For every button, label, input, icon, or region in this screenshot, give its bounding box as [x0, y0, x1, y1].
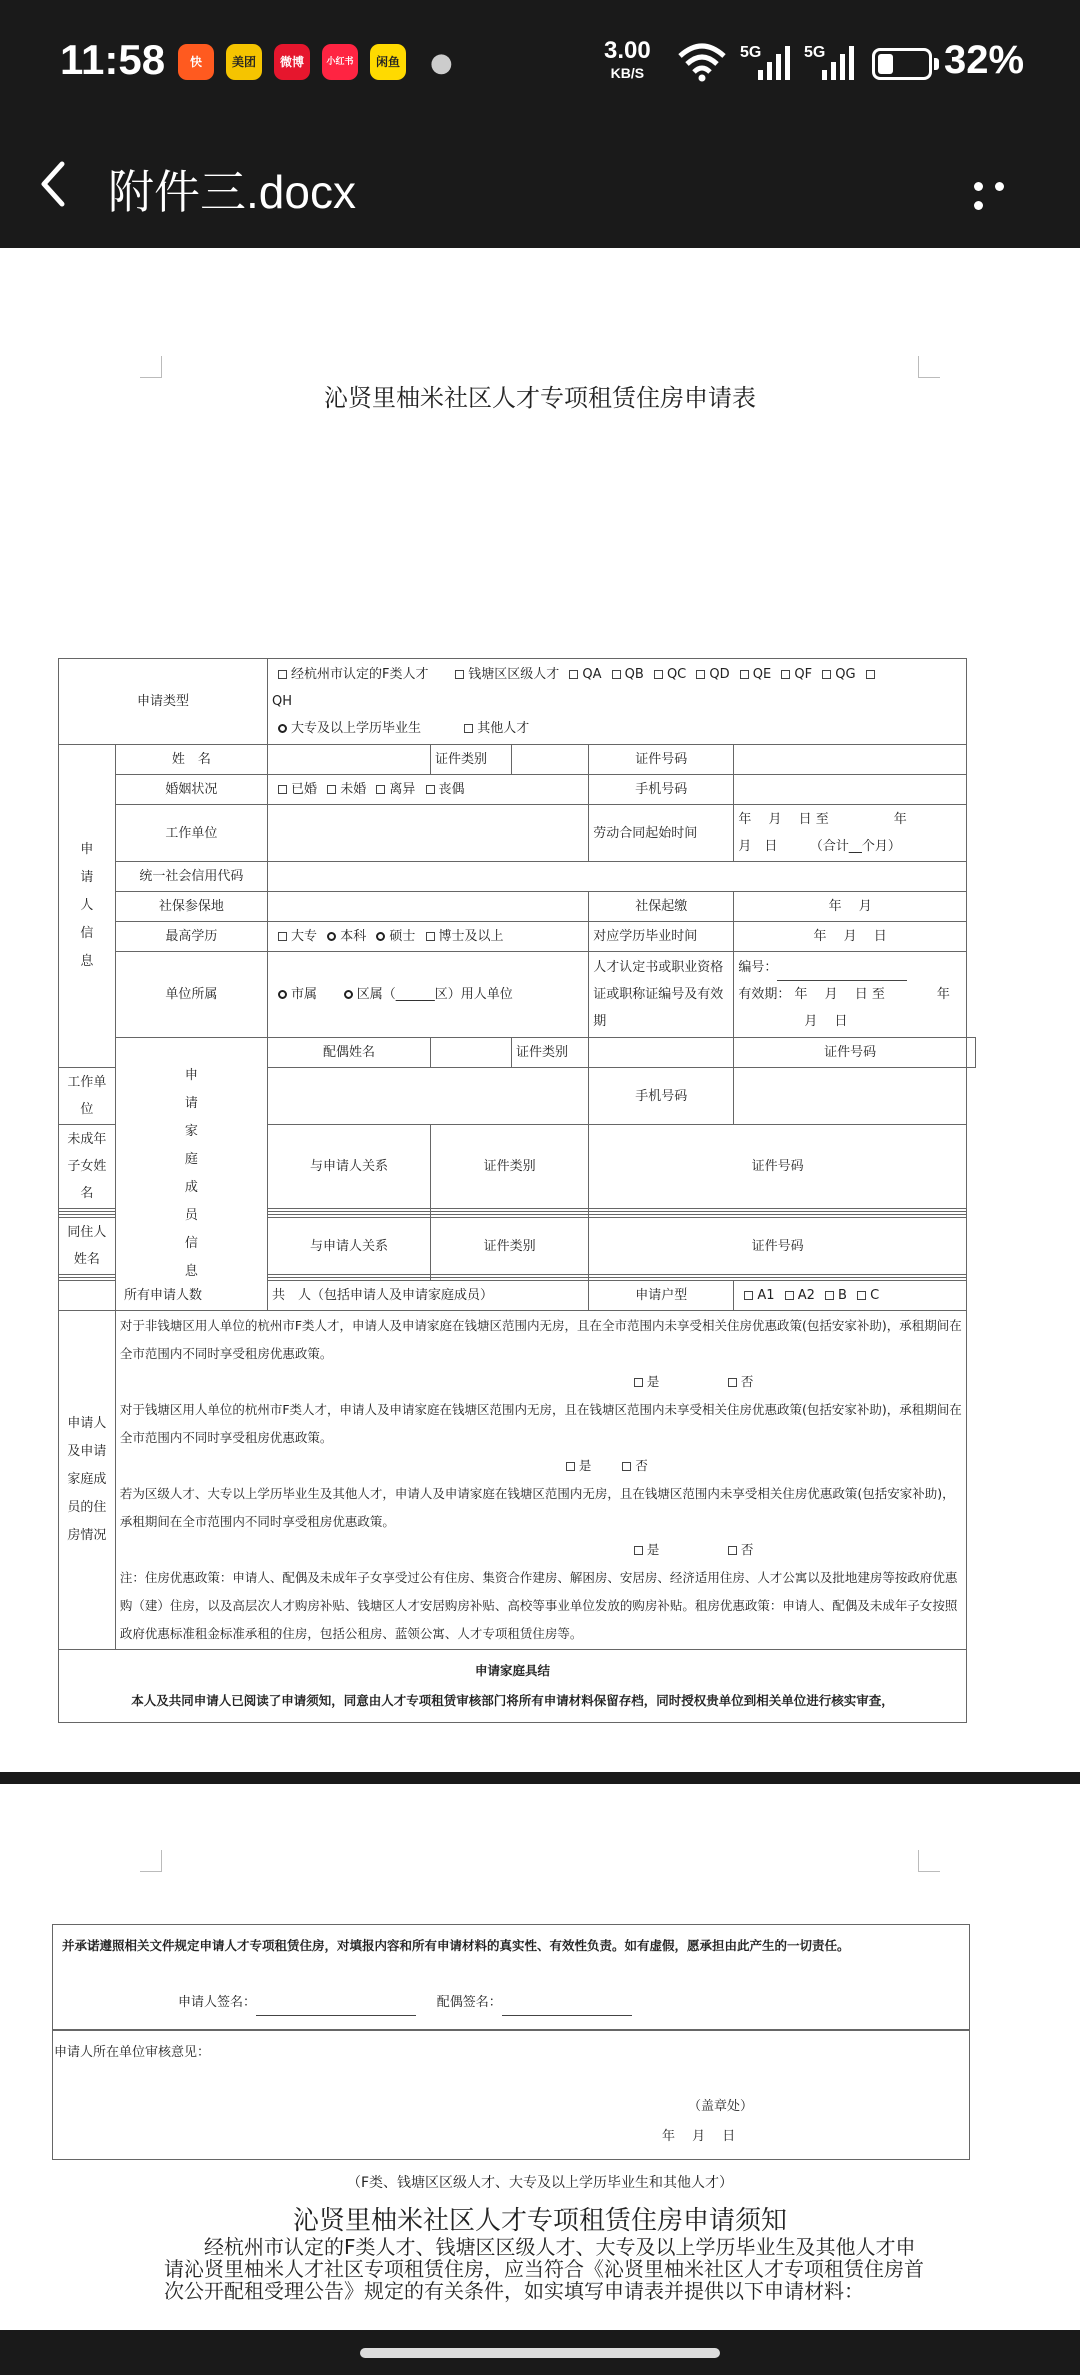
- signal-type-2: 5G: [804, 44, 826, 61]
- clock: 11:58: [60, 36, 166, 83]
- form-title: 沁贤里柚米社区人才专项租赁住房申请表: [324, 384, 756, 412]
- spouse-employer-label: 工作单位: [59, 1068, 116, 1125]
- notice-body: 经杭州市认定的F类人才、钱塘区区级人才、大专及以上学历毕业生及其他人才申请沁贤里柚米人才社区专项租赁住房，应当符合《沁贤里柚米社区人才专项租赁住房首次公开配租受理公告》规定的有关条件，如实填写申请表并提供以下申请材料：: [164, 2236, 924, 2303]
- marital-options: 已婚 未婚 离异 丧偶: [268, 775, 589, 805]
- page-separator: [0, 1772, 1080, 1784]
- radio[interactable]: [278, 724, 287, 733]
- spouse-id-type-field[interactable]: [589, 1038, 734, 1068]
- home-indicator[interactable]: [360, 2348, 720, 2358]
- insurance-place-field[interactable]: [268, 892, 589, 922]
- checkbox[interactable]: [822, 670, 831, 679]
- battery-fill: [878, 54, 893, 74]
- grad-time-label: 对应学历毕业时间: [589, 922, 734, 952]
- phone-field[interactable]: [734, 775, 967, 805]
- battery-percent: 32%: [944, 38, 1025, 82]
- net-speed-value: 3.00: [604, 37, 651, 64]
- checkbox[interactable]: [825, 1291, 834, 1300]
- net-speed-unit: KB/S: [610, 65, 645, 81]
- checkbox[interactable]: [464, 724, 473, 733]
- id-type-field[interactable]: [512, 745, 589, 775]
- employer-label: 工作单位: [115, 805, 267, 862]
- kuaishou-icon: 快: [178, 44, 214, 80]
- xiaohongshu-icon: 小红书: [322, 44, 358, 80]
- phone-label: 手机号码: [589, 775, 734, 805]
- cert-label: 人才认定书或职业资格证或职称证编号及有效期: [589, 952, 734, 1038]
- checkbox[interactable]: [781, 670, 790, 679]
- date-label: 年 月 日: [662, 2129, 736, 2144]
- document-title: 附件三.docx: [108, 166, 356, 218]
- housing-group-label: 申请人及申请家庭成员的住房情况: [59, 1311, 116, 1650]
- name-label: 姓 名: [115, 745, 267, 775]
- checkbox[interactable]: [612, 670, 621, 679]
- checkbox[interactable]: [327, 785, 336, 794]
- id-no-header-2: 证件号码: [589, 1218, 967, 1275]
- checkbox[interactable]: [634, 1378, 643, 1387]
- more-options-icon[interactable]: [974, 176, 1034, 192]
- apply-type-options: 经杭州市认定的F类人才 钱塘区区级人才 QA QB QC QD QE QF QG QH 大专及以上学历毕业生 其他人才: [268, 659, 967, 745]
- xianyu-icon: 闲鱼: [370, 44, 406, 80]
- total-applicants-field[interactable]: 共 人（包括申请人及申请家庭成员）: [268, 1281, 589, 1311]
- spouse-phone-field[interactable]: [734, 1068, 967, 1125]
- status-bar: [0, 0, 1080, 124]
- household-type-label: 申请户型: [589, 1281, 734, 1311]
- signal-bars-icon-2: [820, 44, 858, 82]
- radio[interactable]: [344, 990, 353, 999]
- education-options: 大专 本科 硕士 博士及以上: [268, 922, 589, 952]
- spouse-employer-field[interactable]: [268, 1068, 589, 1125]
- family-group-label: 申 请 家 庭 成 员 信 息: [115, 1038, 267, 1311]
- child-name-header: 未成年子女姓名: [59, 1125, 116, 1209]
- checkbox[interactable]: [728, 1378, 737, 1387]
- credit-code-label: 统一社会信用代码: [115, 862, 267, 892]
- checkbox[interactable]: [278, 932, 287, 941]
- cert-field[interactable]: 编号： 有效期： 年 月 日 至 年 月 日: [734, 952, 967, 1038]
- id-type-label: 证件类别: [430, 745, 511, 775]
- app-bar: [0, 124, 1080, 248]
- checkbox[interactable]: [426, 932, 435, 941]
- seal-label: （盖章处）: [688, 2099, 754, 2114]
- applicant-group-label: 申 请 人 信 息: [59, 745, 116, 1068]
- notice-title: 沁贤里柚米社区人才专项租赁住房申请须知: [292, 2206, 787, 2236]
- household-type-options: A1 A2 B C: [734, 1281, 967, 1311]
- battery-icon: [872, 48, 932, 80]
- weibo-icon: 微博: [274, 44, 310, 80]
- radio[interactable]: [376, 932, 385, 941]
- employer-field[interactable]: [268, 805, 589, 862]
- checkbox[interactable]: [455, 670, 464, 679]
- declaration: 申请家庭具结 本人及共同申请人已阅读了申请须知，同意由人才专项租赁审核部门将所有申请材料保留存档，同时授权贵单位到相关单位进行核实审查，: [59, 1650, 967, 1723]
- cohabit-name-header: 同住人姓名: [59, 1218, 116, 1275]
- wifi-icon: [676, 42, 728, 82]
- checkbox[interactable]: [278, 670, 287, 679]
- checkbox[interactable]: [278, 785, 287, 794]
- unit-belong-label: 单位所属: [115, 952, 267, 1038]
- commitment-text: 并承诺遵照相关文件规定申请人才专项租赁住房，对填报内容和所有申请材料的真实性、有效性负责。如有虚假，愿承担由此产生的一切责任。: [62, 1938, 850, 1953]
- marital-label: 婚姻状况: [115, 775, 267, 805]
- checkbox[interactable]: [740, 670, 749, 679]
- id-no-label: 证件号码: [589, 745, 734, 775]
- spouse-name-label: 配偶姓名: [268, 1038, 431, 1068]
- name-field[interactable]: [268, 745, 431, 775]
- checkbox[interactable]: [566, 1462, 575, 1471]
- checkbox[interactable]: [569, 670, 578, 679]
- spouse-id-type-label: 证件类别: [512, 1038, 589, 1068]
- insurance-place-label: 社保参保地: [115, 892, 267, 922]
- relation-header-2: 与申请人关系: [268, 1218, 431, 1275]
- checkbox[interactable]: [728, 1546, 737, 1555]
- document-page-1[interactable]: [0, 248, 1080, 1778]
- checkbox[interactable]: [426, 785, 435, 794]
- document-page-2[interactable]: [0, 1784, 1080, 2344]
- housing-situation: 对于非钱塘区用人单位的杭州市F类人才，申请人及申请家庭在钱塘区范围内无房，且在全市范围内未享受相关住房优惠政策(包括安家补助)，承租期间在全市范围内不同时享受租房优惠政策。 是 否 对于钱塘区用人单位的杭州市F类人才，申请人及申请家庭在钱塘区范围内无房，且在钱塘区范围内未享受相关住房优惠政策(包括安家补助)，承租期间在全市范围内不同时享受租房优惠政策。 是 否 若为区级人才、大专以上学历毕业生及其他人才，申请人及申请家庭在钱塘区范围内无房，且在钱塘区范围内未享受相关住房优惠政策(包括安家补助)，承租期间在全市范围内不同时享受租房优惠政策。 是 否 注：住房优惠政策：申请人、配偶及未成年子女享受过公有住房、集资合作建房、解困房、安居房、经济适用住房、人才公寓以及批地建房等按政府优惠购（建）住房，以及高层次人才购房补贴、钱塘区人才安居购房补贴、高校等事业单位发放的购房补贴。租房优惠政策：申请人、配偶及未成年子女按照政府优惠标准租金标准承租的住房，包括公租房、蓝领公寓、人才专项租赁住房等。: [115, 1311, 966, 1650]
- total-applicants-label: 所有申请人数: [59, 1281, 268, 1311]
- gesture-bar: [0, 2330, 1080, 2375]
- insurance-start-field[interactable]: 年 月: [734, 892, 967, 922]
- back-arrow-icon[interactable]: [30, 154, 80, 214]
- credit-code-field[interactable]: [268, 862, 967, 892]
- margin-mark: [918, 356, 940, 378]
- form-caption: （F类、钱塘区区级人才、大专及以上学历毕业生和其他人才）: [346, 2175, 734, 2191]
- more-notifications-icon: ●: [430, 48, 453, 78]
- spouse-id-no-field[interactable]: [967, 1038, 976, 1068]
- checkbox[interactable]: [866, 670, 875, 679]
- signal-type-1: 5G: [740, 44, 762, 61]
- insurance-start-label: 社保起缴: [589, 892, 734, 922]
- spouse-name-field[interactable]: [430, 1038, 511, 1068]
- education-label: 最高学历: [115, 922, 267, 952]
- margin-mark: [918, 1850, 940, 1872]
- apply-type-label: 申请类型: [59, 659, 268, 745]
- meituan-icon: 美团: [226, 44, 262, 80]
- margin-mark: [140, 356, 162, 378]
- signature-line: 申请人签名： 配偶签名：: [178, 1990, 632, 2016]
- employer-review-label: 申请人所在单位审核意见：: [54, 2045, 211, 2060]
- radio[interactable]: [278, 990, 287, 999]
- id-no-header: 证件号码: [589, 1125, 967, 1209]
- contract-start-field[interactable]: 年 月 日 至 年 月 日 （合计__个月）: [734, 805, 967, 862]
- checkbox[interactable]: [696, 670, 705, 679]
- grad-time-field[interactable]: 年 月 日: [734, 922, 967, 952]
- contract-start-label: 劳动合同起始时间: [589, 805, 734, 862]
- checkbox[interactable]: [785, 1291, 794, 1300]
- id-type-header-2: 证件类别: [430, 1218, 588, 1275]
- relation-header: 与申请人关系: [268, 1125, 431, 1209]
- applicant-signature-field[interactable]: [256, 2000, 416, 2016]
- checkbox[interactable]: [857, 1291, 866, 1300]
- application-form-table: [58, 658, 976, 1723]
- signal-bars-icon-1: [756, 44, 794, 82]
- radio[interactable]: [327, 932, 336, 941]
- checkbox[interactable]: [622, 1462, 631, 1471]
- spouse-phone-label: 手机号码: [589, 1068, 734, 1125]
- checkbox[interactable]: [744, 1291, 753, 1300]
- spouse-id-no-label: 证件号码: [734, 1038, 967, 1068]
- unit-belong-options: 市属 区属（______区）用人单位: [268, 952, 589, 1038]
- id-type-header: 证件类别: [430, 1125, 588, 1209]
- checkbox[interactable]: [634, 1546, 643, 1555]
- id-no-field[interactable]: [734, 745, 967, 775]
- checkbox[interactable]: [654, 670, 663, 679]
- network-speed: [604, 37, 651, 84]
- margin-mark: [140, 1850, 162, 1872]
- spouse-signature-field[interactable]: [502, 2000, 632, 2016]
- checkbox[interactable]: [376, 785, 385, 794]
